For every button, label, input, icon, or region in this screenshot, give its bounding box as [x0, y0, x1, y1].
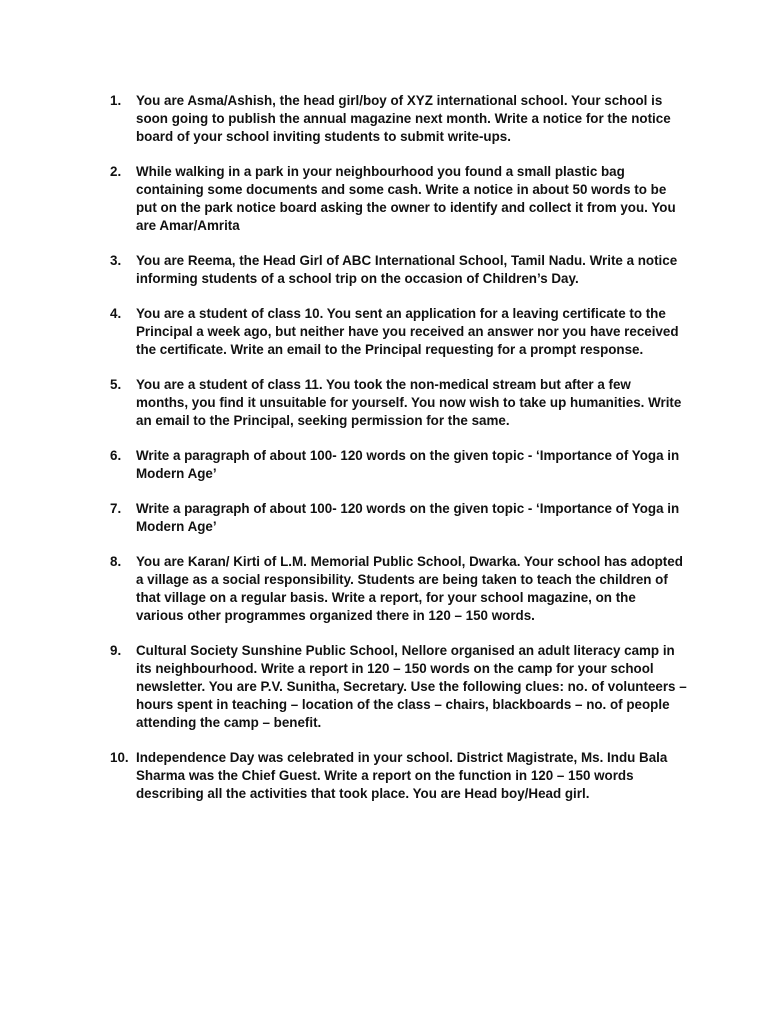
question-number: 9.: [110, 643, 122, 658]
question-text: Cultural Society Sunshine Public School, Nellore organised an adult literacy camp in its neighbourhood. Write a report in 120 – 150 words on the camp for your school newsletter. You are P.V. Sunitha, Secretary. Use the following clues: no. of volunteers – hours spent in teaching – location of the class – chairs, blackboards – no. of people attending the camp – benefit.: [136, 643, 687, 730]
question-number: 8.: [110, 554, 122, 569]
question-item-3: [110, 252, 690, 288]
question-text: Write a paragraph of about 100- 120 words on the given topic - ‘Importance of Yoga in Modern Age’: [136, 448, 680, 481]
question-text: You are a student of class 11. You took the non-medical stream but after a few months, you find it unsuitable for yourself. You now wish to take up humanities. Write an email to the Principal, seeking permission for the same.: [136, 377, 682, 428]
question-item-1: [110, 92, 690, 146]
question-item-8: [110, 553, 690, 625]
question-number: 3.: [110, 253, 122, 268]
question-text: You are a student of class 10. You sent an application for a leaving certificate to the Principal a week ago, but neither have you received an answer nor you have received the certificate. Write an email to the Principal requesting for a prompt response.: [136, 306, 679, 357]
question-text: You are Karan/ Kirti of L.M. Memorial Public School, Dwarka. Your school has adopted a village as a social responsibility. Students are being taken to teach the children of that village on a regular basis. Write a report, for your school magazine, on the various other programmes organized there in 120 – 150 words.: [136, 554, 683, 623]
question-text: You are Reema, the Head Girl of ABC International School, Tamil Nadu. Write a notice informing students of a school trip on the occasion of Children’s Day.: [136, 253, 678, 286]
question-text: Independence Day was celebrated in your school. District Magistrate, Ms. Indu Bala Sharma was the Chief Guest. Write a report on the function in 120 – 150 words describing all the activities that took place. You are Head boy/Head girl.: [136, 750, 668, 801]
question-number: 1.: [110, 93, 122, 108]
question-text: You are Asma/Ashish, the head girl/boy of XYZ international school. Your school is soon going to publish the annual magazine next month. Write a notice for the notice board of your school inviting students to submit write-ups.: [136, 93, 671, 144]
question-list: [110, 92, 690, 820]
question-item-2: [110, 163, 690, 235]
question-number: 5.: [110, 377, 122, 392]
question-number: 10.: [110, 750, 129, 765]
question-item-4: [110, 305, 690, 359]
question-number: 4.: [110, 306, 122, 321]
question-text: Write a paragraph of about 100- 120 words on the given topic - ‘Importance of Yoga in Modern Age’: [136, 501, 680, 534]
question-text: While walking in a park in your neighbourhood you found a small plastic bag containing some documents and some cash. Write a notice in about 50 words to be put on the park notice board asking the owner to identify and collect it from you. You are Amar/Amrita: [136, 164, 676, 233]
question-number: 7.: [110, 501, 122, 516]
question-item-9: [110, 642, 690, 732]
question-item-5: [110, 376, 690, 430]
question-item-7: [110, 500, 690, 536]
question-number: 2.: [110, 164, 122, 179]
question-number: 6.: [110, 448, 122, 463]
question-item-10: [110, 749, 690, 803]
question-item-6: [110, 447, 690, 483]
